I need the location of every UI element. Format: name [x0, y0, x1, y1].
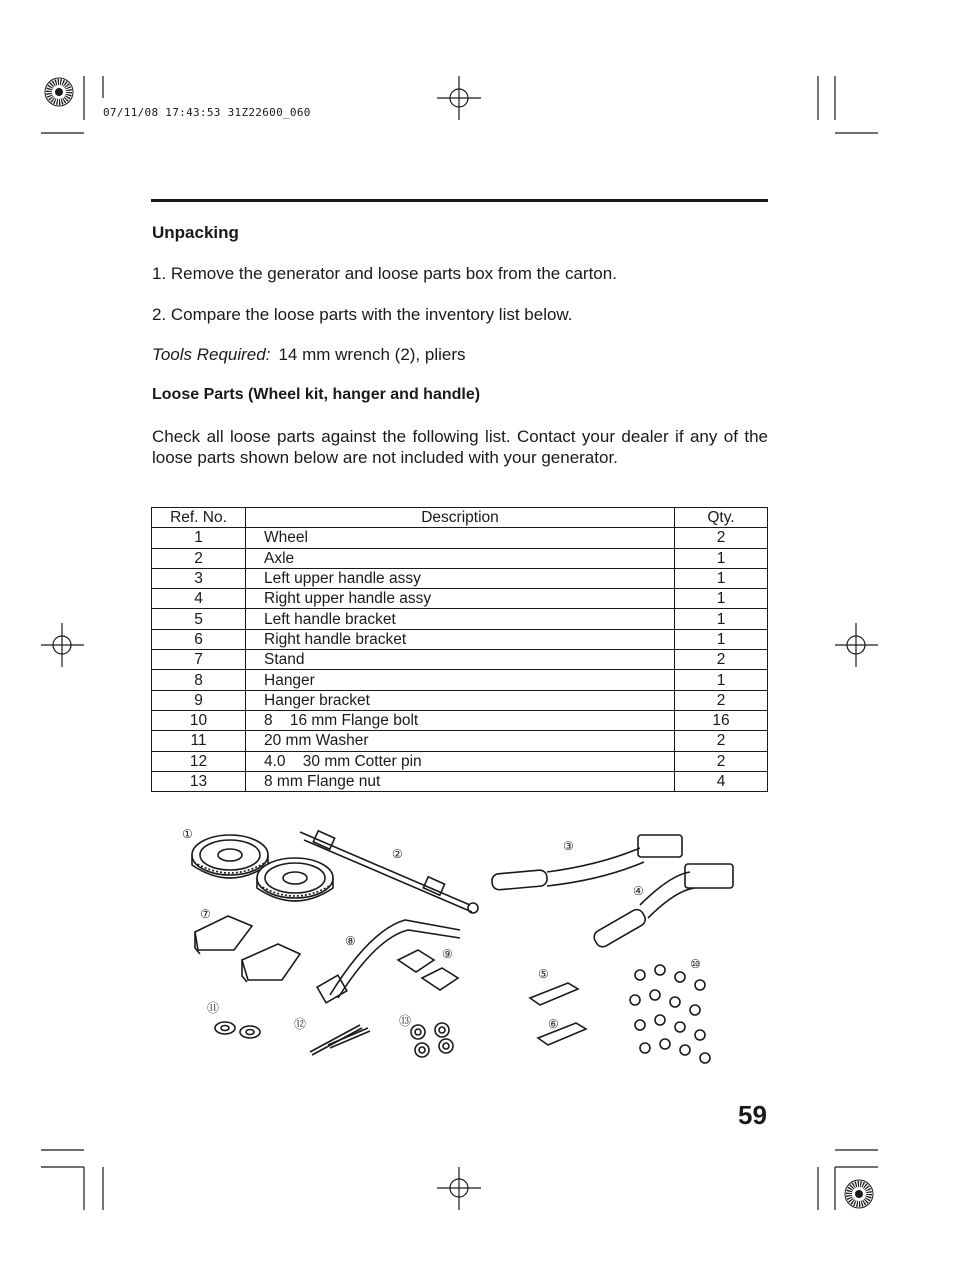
description-cell: Right upper handle assy: [246, 589, 675, 609]
description-cell: Left handle bracket: [246, 609, 675, 629]
description-cell: Wheel: [246, 528, 675, 548]
table-row: [152, 771, 768, 791]
description-cell: 8 16 mm Flange bolt: [246, 710, 675, 730]
table-row: [152, 690, 768, 710]
callout-3: ③: [563, 839, 574, 853]
description-cell: Axle: [246, 548, 675, 568]
description-cell: 8 mm Flange nut: [246, 771, 675, 791]
table-row: [152, 589, 768, 609]
parts-illustration: [170, 820, 750, 1080]
qty-cell: 1: [675, 548, 768, 568]
header-ref: Ref. No.: [152, 508, 246, 528]
table-row: [152, 528, 768, 548]
table-row: [152, 731, 768, 751]
description-cell: 4.0 30 mm Cotter pin: [246, 751, 675, 771]
flange-bolt-icon: [630, 965, 710, 1063]
qty-cell: 2: [675, 528, 768, 548]
qty-cell: 2: [675, 751, 768, 771]
table-header-row: [152, 508, 768, 528]
stand-icon: [242, 944, 300, 982]
table-row: [152, 751, 768, 771]
ref-cell: 11: [152, 731, 246, 751]
loose-parts-title: Loose Parts (Wheel kit, hanger and handle): [152, 386, 481, 403]
qty-cell: 1: [675, 629, 768, 649]
description-cell: Left upper handle assy: [246, 568, 675, 588]
qty-cell: 1: [675, 589, 768, 609]
wheel-icon: [257, 858, 333, 901]
tools-required: [152, 345, 466, 365]
callout-1: ①: [182, 827, 193, 841]
washer-icon: [215, 1022, 260, 1038]
callout-13: ⑬: [399, 1014, 412, 1028]
handle-bracket-icon: [530, 983, 586, 1045]
description-cell: Right handle bracket: [246, 629, 675, 649]
loose-parts-intro: Check all loose parts against the following list. Contact your dealer if any of the loose parts shown below are not included with your generator.: [152, 427, 768, 467]
callout-7: ⑦: [200, 907, 211, 921]
callout-9: ⑨: [442, 947, 453, 961]
callout-10: ⑩: [690, 957, 701, 971]
header-qty: Qty.: [675, 508, 768, 528]
qty-cell: 4: [675, 771, 768, 791]
qty-cell: 16: [675, 710, 768, 730]
header-description: Description: [246, 508, 675, 528]
qty-cell: 1: [675, 568, 768, 588]
callout-6: ⑥: [548, 1017, 559, 1031]
table-row: [152, 609, 768, 629]
description-cell: Hanger: [246, 670, 675, 690]
print-timestamp: 07/11/08 17:43:53 31Z22600_060: [103, 106, 311, 119]
parts-table: [151, 507, 768, 792]
step-2: 2. Compare the loose parts with the inventory list below.: [152, 305, 573, 324]
flange-nut-icon: [411, 1023, 453, 1057]
table-row: [152, 568, 768, 588]
page-number: 59: [738, 1100, 767, 1130]
ref-cell: 4: [152, 589, 246, 609]
table-row: [152, 710, 768, 730]
ref-cell: 6: [152, 629, 246, 649]
left-upper-handle-icon: [491, 835, 682, 890]
table-row: [152, 650, 768, 670]
hanger-icon: [317, 920, 460, 1003]
tools-value: 14 mm wrench (2), pliers: [278, 345, 466, 364]
callout-5: ⑤: [538, 967, 549, 981]
qty-cell: 2: [675, 690, 768, 710]
section-rule: [151, 199, 768, 202]
callout-11: ⑪: [207, 1001, 220, 1015]
registration-target-icon: [845, 1180, 873, 1208]
table-row: [152, 670, 768, 690]
callout-2: ②: [392, 847, 403, 861]
qty-cell: 1: [675, 670, 768, 690]
ref-cell: 5: [152, 609, 246, 629]
tools-label: Tools Required:: [152, 345, 271, 364]
callout-12: ⑫: [294, 1017, 307, 1031]
stand-icon: [195, 916, 252, 954]
qty-cell: 1: [675, 609, 768, 629]
ref-cell: 12: [152, 751, 246, 771]
ref-cell: 7: [152, 650, 246, 670]
cotter-pin-icon: [310, 1025, 370, 1055]
description-cell: 20 mm Washer: [246, 731, 675, 751]
ref-cell: 9: [152, 690, 246, 710]
right-upper-handle-icon: [592, 864, 733, 949]
wheel-icon: [192, 835, 268, 878]
callout-4: ④: [633, 884, 644, 898]
qty-cell: 2: [675, 650, 768, 670]
table-row: [152, 548, 768, 568]
ref-cell: 3: [152, 568, 246, 588]
section-title: Unpacking: [152, 223, 239, 242]
step-1: 1. Remove the generator and loose parts box from the carton.: [152, 264, 617, 283]
ref-cell: 13: [152, 771, 246, 791]
description-cell: Stand: [246, 650, 675, 670]
ref-cell: 8: [152, 670, 246, 690]
registration-target-icon: [45, 78, 73, 106]
qty-cell: 2: [675, 731, 768, 751]
ref-cell: 2: [152, 548, 246, 568]
description-cell: Hanger bracket: [246, 690, 675, 710]
ref-cell: 1: [152, 528, 246, 548]
callout-8: ⑧: [345, 934, 356, 948]
table-row: [152, 629, 768, 649]
ref-cell: 10: [152, 710, 246, 730]
